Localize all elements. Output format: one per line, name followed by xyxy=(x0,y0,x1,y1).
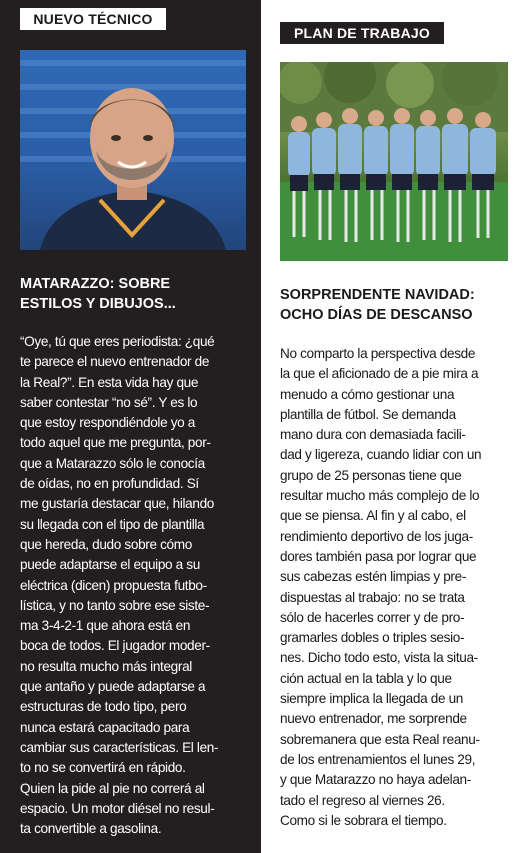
right-heading: SORPRENDENTE NAVIDAD: OCHO DÍAS DE DESCANSO xyxy=(280,287,475,323)
coach-portrait-illustration xyxy=(20,50,246,250)
left-body-text: “Oye, tú que eres periodista: ¿qué te parece el nuevo entrenador de la Real?”. En esta vida hay que saber contestar “no sé”. Y es lo que estoy respondiéndole yo a todo aquel que me pregunta, por- que a Matarazzo sólo le conocía de oídas, no en profundidad. Sí me gustaría destacar que, hilando su llegada con el tipo de plantilla que hereda, dudo sobre cómo puede adaptarse el equipo a su eléctrica (dicen) propuesta futbo- lística, y no tanto sobre ese siste- ma 3-4-2-1 que ahora está en boca de todos. El jugador moder- no resulta mucho más integral que antaño y puede adaptarse a estructuras de todo tipo, pero nunca estará capacitado para cambiar sus características. El len- to no se convertirá en rápido. Quien la pide al pie no correrá al espacio. Un motor diésel no resul- ta convertible a gasolina. xyxy=(20,334,219,837)
right-body-text: No comparto la perspectiva desde la que el aficionado de a pie mira a menudo a cómo gestionar una plantilla de fútbol. Se demanda mano dura con demasiada facili- dad y ligereza, cuando lidiar con un grupo de 25 personas tiene que resultar mucho más complejo de lo que se piensa. Al fin y al cabo, el rendimiento deportivo de los juga- dores también pasa por lograr que sus cabezas estén limpias y pre- dispuestas al trabajo: no se trata sólo de hacerles correr y de pro- gramarles dobles o triples sesio- nes. Dicho todo esto, vista la situa- ción actual en la tabla y lo que siempre implica la llegada de un nuevo entrenador, me sorprende sobremanera que esta Real reanu- de los entrenamientos el lunes 29, y que Matarazzo no haya adelan- tado el regreso al viernes 26. Como si le sobrara el tiempo. xyxy=(280,346,482,828)
right-column xyxy=(261,0,517,853)
section-tag-plan-de-trabajo: PLAN DE TRABAJO xyxy=(280,22,444,44)
section-tag-nuevo-tecnico: NUEVO TÉCNICO xyxy=(20,8,166,30)
team-training-photo xyxy=(280,62,508,261)
coach-portrait-photo xyxy=(20,50,246,250)
team-training-illustration xyxy=(280,62,508,261)
left-heading: MATARAZZO: SOBRE ESTILOS Y DIBUJOS... xyxy=(20,276,176,312)
